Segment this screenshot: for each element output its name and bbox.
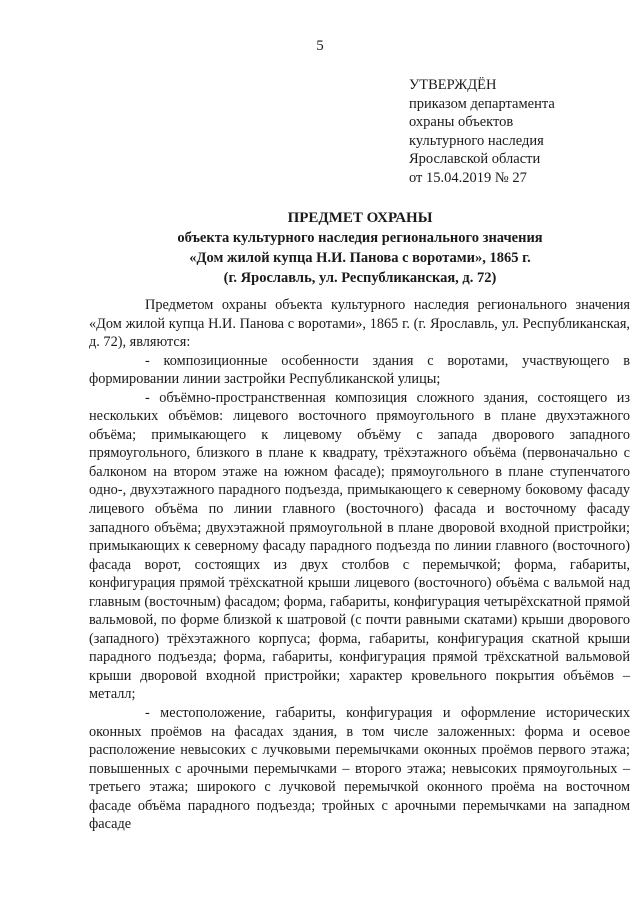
document-body: [89, 296, 630, 834]
approval-line: охраны объектов: [409, 114, 514, 130]
approval-line: от 15.04.2019 № 27: [409, 169, 527, 186]
document-heading: [90, 208, 630, 288]
paragraph-item: - объёмно-пространственная композиция сложного здания, состоящего из нескольких объёмов: лицевого восточного прямоугольного в плане двухэтажного объёма; примыкающего к лицевому объёму с запада дворового западного прямоугольного, близкого в плане к квадрату, трёхэтажного объёма (первоначально с балконом на втором этаже на южном фасаде); прямоугольного в плане ступенчатого одно-, двухэтажного парадного подъезда, примыкающего к северному боковому фасаду лицевого объёма по линии главного (восточного) фасада и восточному фасаду западного объёма; двухэтажной прямоугольной в плане дворовой входной пристройки; примыкающих к северному фасаду парадного подъезда по линии главного (восточного) фасада ворот, состоящих из двух столбов с перемычкой; форма, габариты, конфигурация прямой трёхскатной крыши лицевого (восточного) объёма с вальмой над главным (восточным) фасадом; форма, габариты, конфигурация четырёхскатной прямой вальмовой, по форме близкой к шатровой (с почти равными скатами) крыши дворового (западного) трёхэтажного корпуса; форма, габариты, конфигурация скатной крыши парадного подъезда; форма, габариты, конфигурация прямой трёхскатной вальмовой крыши дворовой входной пристройки; характер кровельного покрытия объёмов – металл;: [89, 389, 630, 703]
approval-line: Ярославской области: [409, 151, 541, 167]
paragraph-item: - местоположение, габариты, конфигурация и оформление исторических оконных проёмов на фасадах здания, в том числе заложенных: форма и осевое расположение невысоких с лучковыми перемычками оконных проёмов первого этажа; повышенных с арочными перемычками – второго этажа; невысоких прямоугольных – третьего этажа; широкого с лучковой перемычкой оконного проёма на восточном фасаде объёма парадного подъезда; тройных с арочными перемычками на западном фасаде: [89, 705, 630, 833]
paragraph-intro: Предметом охраны объекта культурного наследия регионального значения «Дом жилой купца Н.И. Панова с воротами», 1865 г. (г. Ярославль, ул. Республиканская, д. 72), являются:: [89, 297, 630, 351]
heading-line: «Дом жилой купца Н.И. Панова с воротами», 1865 г.: [189, 250, 531, 266]
page-number: 5: [316, 38, 324, 54]
document-title: ПРЕДМЕТ ОХРАНЫ: [287, 210, 433, 226]
approval-line: культурного наследия: [409, 132, 544, 149]
paragraph-item: - композиционные особенности здания с воротами, участвующего в формировании линии застройки Республиканской улицы;: [89, 352, 630, 388]
heading-line: объекта культурного наследия регионального значения: [177, 230, 543, 246]
approval-stamp: [409, 76, 634, 187]
heading-line: (г. Ярославль, ул. Республиканская, д. 72): [223, 270, 497, 286]
approval-line: приказом департамента: [409, 95, 555, 112]
approval-line: УТВЕРЖДЁН: [409, 77, 497, 93]
